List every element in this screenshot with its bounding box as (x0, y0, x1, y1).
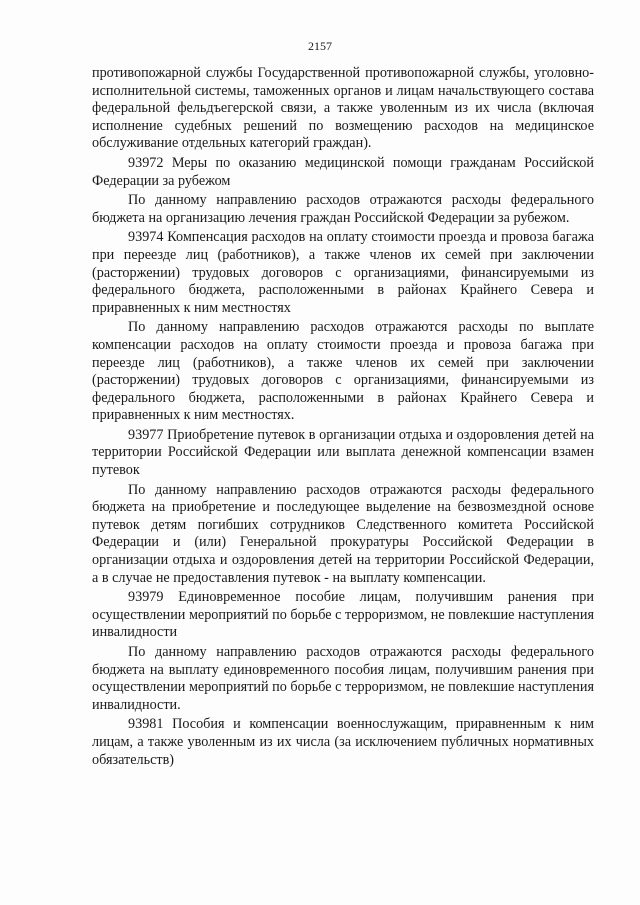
paragraph-93972-description: По данному направлению расходов отражаются расходы федерального бюджета на организацию лечения граждан Российской Федерации за рубежом. (92, 192, 594, 226)
paragraph-93977-description: По данному направлению расходов отражаются расходы федерального бюджета на приобретение и последующее выделение на безвозмездной основе путевок детям погибших сотрудников Следственного комитета Российской Федерации и (или) Генеральной прокуратуры Российской Федерации в организации отдыха и оздоровления детей на территории Российской Федерации, а в случае не предоставления путевок - на выплату компенсации. (92, 481, 594, 586)
paragraph-continuation: противопожарной службы Государственной противопожарной службы, уголовно-исполнительной системы, таможенных органов и лицам начальствующего состава федеральной фельдъегерской связи, а также уволенным из их числа (включая исполнение судебных решений по возмещению расходов на медицинское обслуживание отдельных категорий граждан). (92, 65, 594, 152)
document-body (92, 65, 594, 771)
paragraph-93979-description: По данному направлению расходов отражаются расходы федерального бюджета на выплату единовременного пособия лицам, получившим ранения при осуществлении мероприятий по борьбе с терроризмом, не повлекшие наступления инвалидности. (92, 644, 594, 713)
section-heading-93977: 93977 Приобретение путевок в организации отдыха и оздоровления детей на территории Российской Федерации или выплата денежной компенсации взамен путевок (92, 426, 594, 479)
paragraph-93974-description: По данному направлению расходов отражаются расходы по выплате компенсации расходов на оплату стоимости проезда и провоза багажа при переезде лиц (работников), а также членов их семей при заключении (расторжении) трудовых договоров с организациями, финансируемыми из федерального бюджета, расположенными в районах Крайнего Севера и приравненных к ним местностях. (92, 319, 594, 424)
section-heading-93972: 93972 Меры по оказанию медицинской помощи гражданам Российской Федерации за рубежом (92, 154, 594, 189)
section-heading-93981: 93981 Пособия и компенсации военнослужащим, приравненным к ним лицам, а также уволенным из их числа (за исключением публичных нормативных обязательств) (92, 716, 594, 768)
section-heading-93979: 93979 Единовременное пособие лицам, получившим ранения при осуществлении мероприятий по борьбе с терроризмом, не повлекшие наступления инвалидности (92, 589, 594, 641)
page-number: 2157 (308, 39, 332, 53)
section-heading-93974: 93974 Компенсация расходов на оплату стоимости проезда и провоза багажа при переезде лиц (работников), а также членов их семей при заключении (расторжении) трудовых договоров с организациями, финансируемыми из федерального бюджета, расположенными в районах Крайнего Севера и приравненных к ним местностях (92, 229, 594, 316)
